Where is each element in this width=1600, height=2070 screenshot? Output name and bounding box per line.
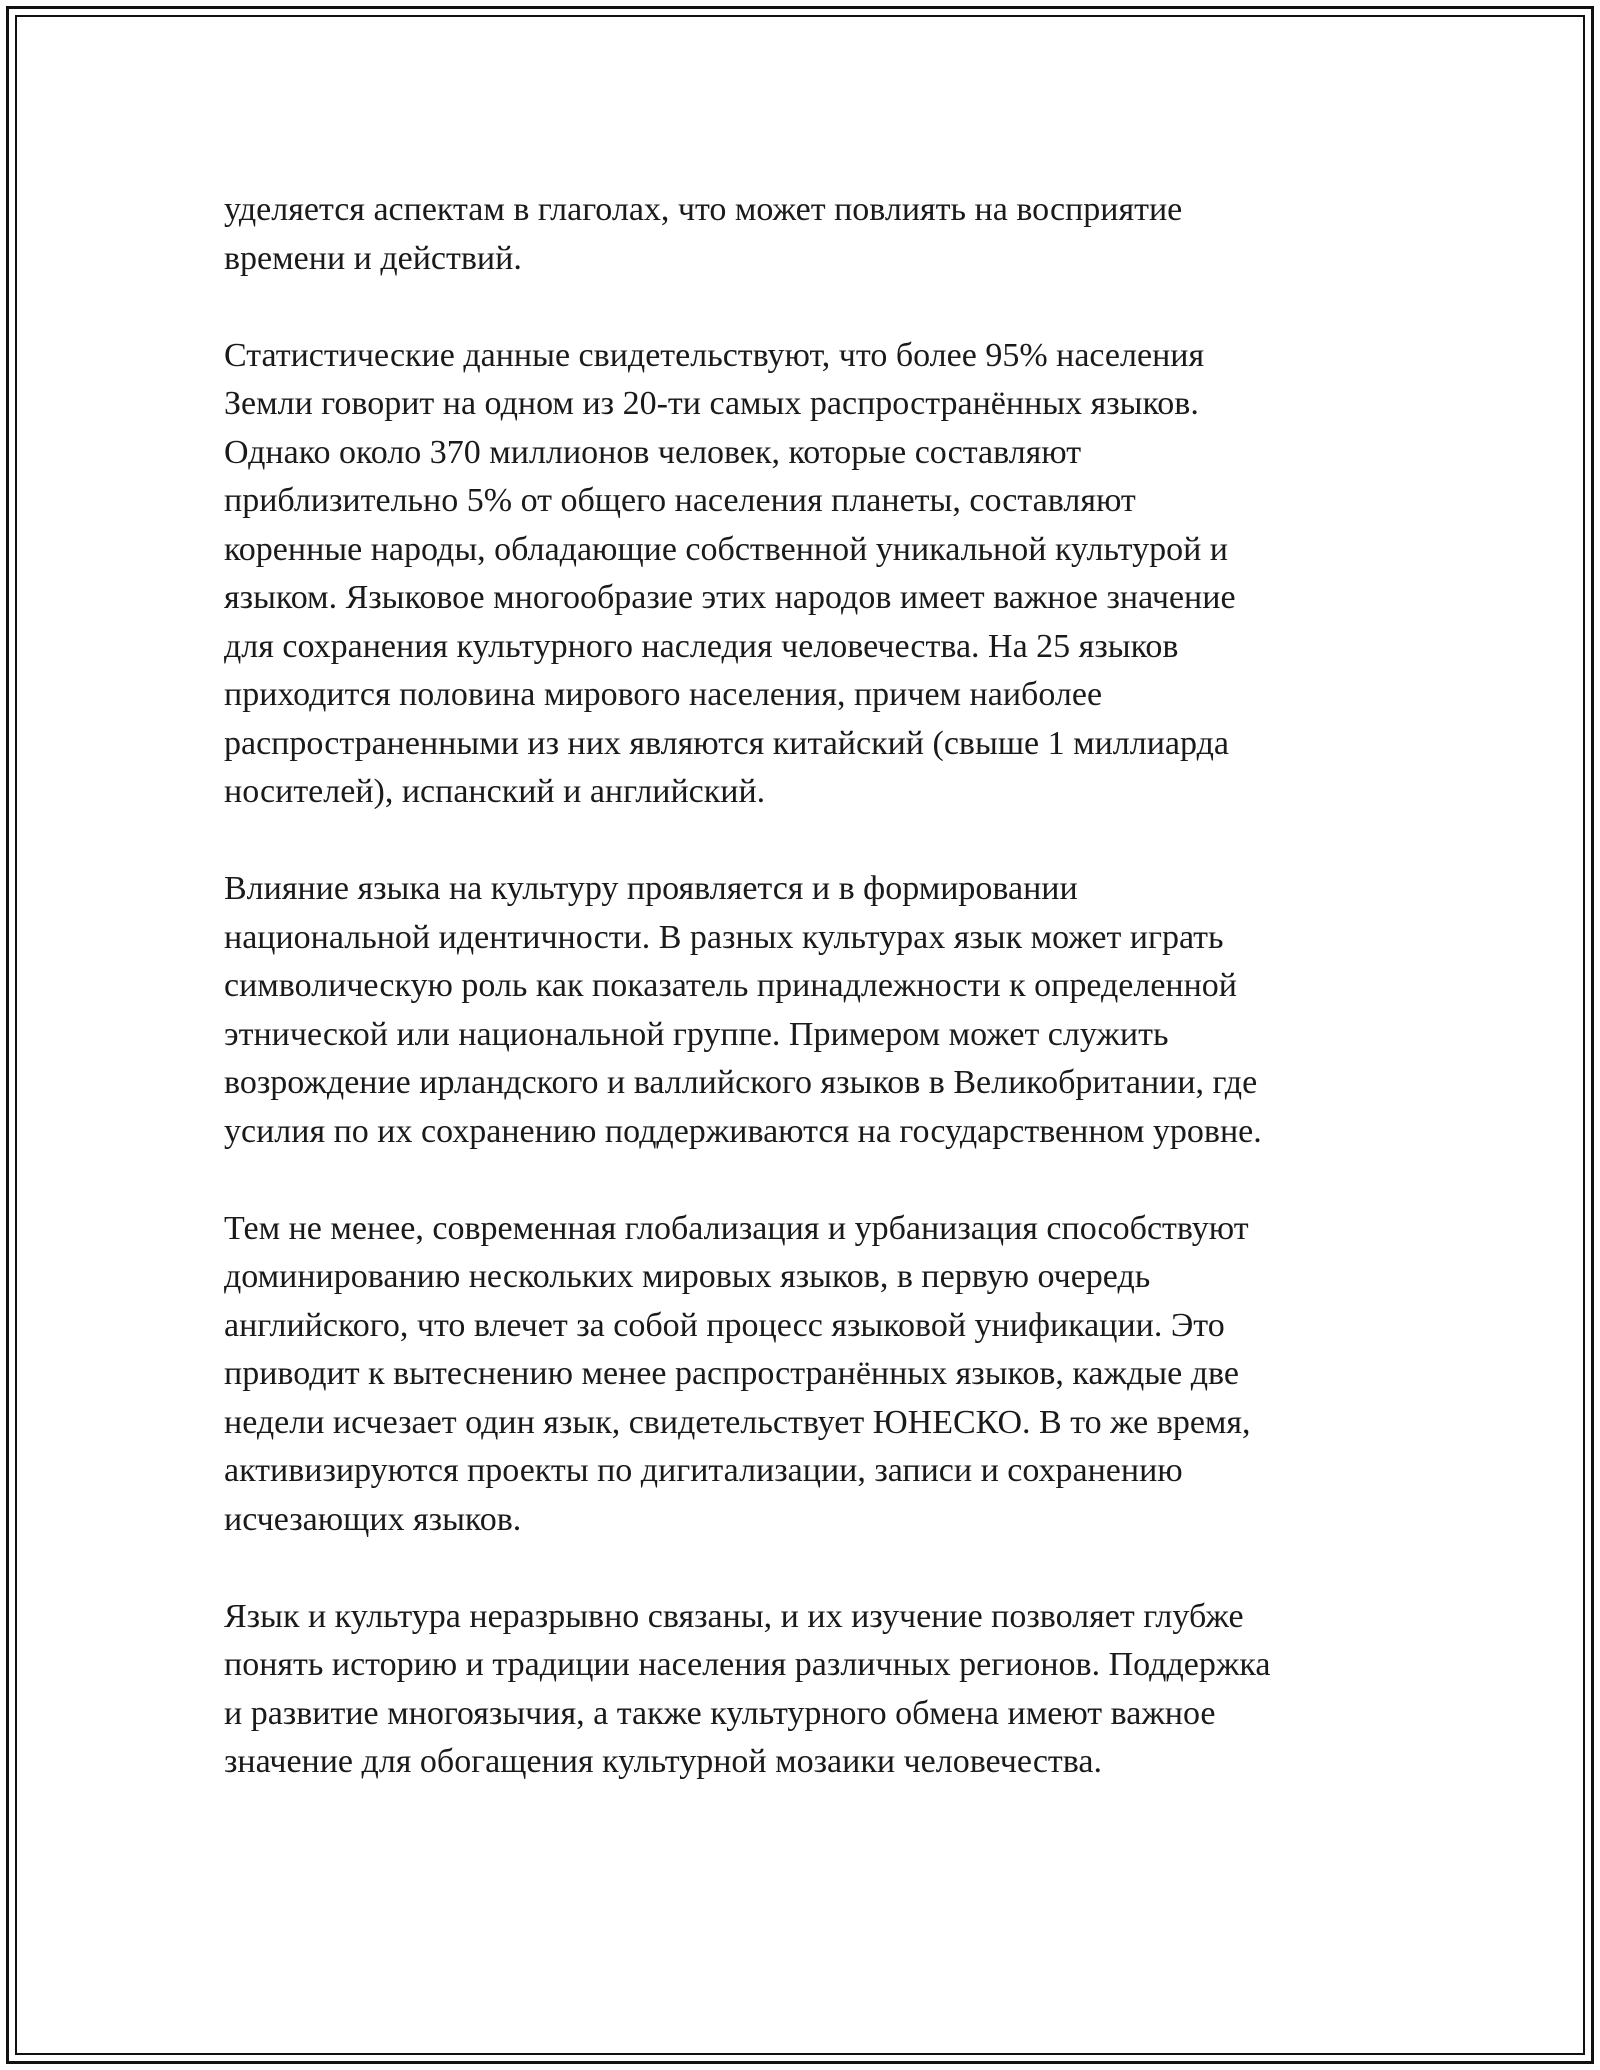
paragraph-1: уделяется аспектам в глаголах, что может повлиять на восприятие времени и действий. xyxy=(224,191,1183,277)
paragraph-3: Влияние языка на культуру проявляется и в формировании национальной идентичности. В разных культурах язык может играть символическую роль как показатель принадлежности к определенной этнической или национальной группе. Примером может служить возрождение ирландского и валлийского языков в Великобритании, где усилия по их сохранению поддерживаются на государственном уровне. xyxy=(224,870,1262,1150)
document-body xyxy=(224,186,1384,1787)
paragraph-2: Статистические данные свидетельствуют, что более 95% населения Земли говорит на одном из 20-ти самых распространённых языков. Однако около 370 миллионов человек, которые составляют приблизительно 5% от общего населения планеты, составляют коренные народы, обладающие собственной уникальной культурой и языком. Языковое многообразие этих народов имеет важное значение для сохранения культурного наследия человечества. На 25 языков приходится половина мирового населения, причем наиболее распространенными из них являются китайский (свыше 1 миллиарда носителей), испанский и английский. xyxy=(224,336,1236,810)
paragraph-5: Язык и культура неразрывно связаны, и их изучение позволяет глубже понять историю и традиции населения различных регионов. Поддержка и развитие многоязычия, а также культурного обмена имеют важное значение для обогащения культурной мозаики человечества. xyxy=(224,1597,1271,1780)
paragraph-4: Тем не менее, современная глобализация и урбанизация способствуют доминированию нескольких мировых языков, в первую очередь английского, что влечет за собой процесс языковой унификации. Это приводит к вытеснению менее распространённых языков, каждые две недели исчезает один язык, свидетельствует ЮНЕСКО. В то же время, активизируются проекты по дигитализации, записи и сохранению исчезающих языков. xyxy=(224,1209,1251,1538)
